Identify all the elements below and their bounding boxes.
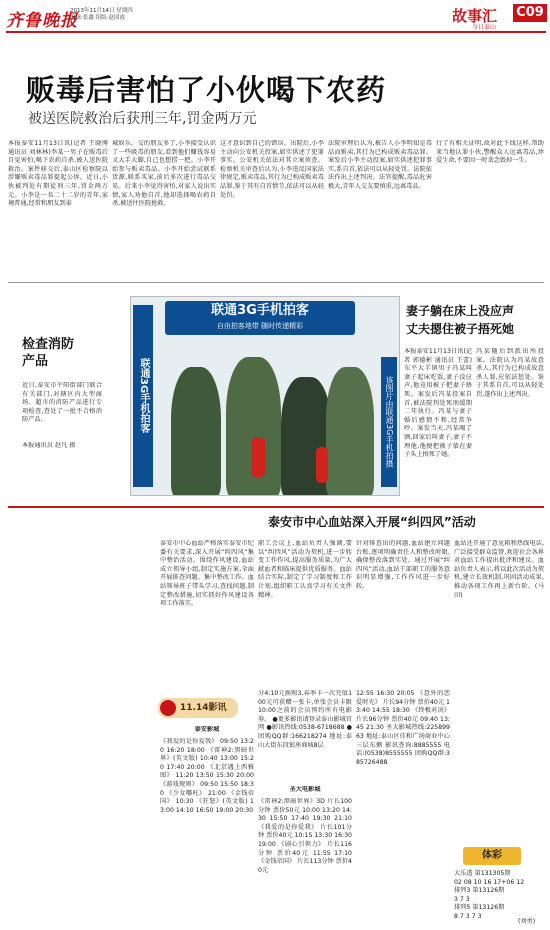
lottery-numbers: 02 08 10 16 17+06 12 [454, 878, 525, 886]
story2-headline-2: 丈夫摁住被子捂死她 [406, 322, 515, 336]
sports-lottery-badge: 体彩 [463, 847, 521, 865]
cinema-listings: 12:55 16:30 20:05 《意外的恋爱时光》 片长94分钟 票价40元 13:40 14:55 18:30 《终极对决》 片长96分钟 票价40元 09:40 13:45 21:30 圣大影城热线:22589963 地址:泰山区佳和广场商业中心三层东侧 影讯查询:8885555 电话:(0538)8555555 团购QQ群:385726488 [356, 690, 450, 766]
story3-col2: 职工会议上,血站负责人强调,要以“纠四风”活动为契机,进一步转变工作作风,提高服务质量,为广大献血者和临床提供优质服务。血站结合实际,制定了学习制度和工作计划,组织职工认真学习有关文件精神。 [258, 540, 352, 599]
cinema-name: 泰安影城 [194, 726, 220, 733]
newspaper-logo: 齐鲁晚报 [6, 11, 78, 31]
main-subheadline: 被送医院救治后获刑三年,罚金两万元 [28, 111, 257, 127]
cinema-listings: 《我爱的是你爱我》 09:50 13:20 16:20 18:00 《雷神2:黑暗世界》(英文版) 10:40 13:00 15:20 17:40 20:00 《北京遇上西雅图》 11:20 13:50 15:30 20:00 《游戏规则》 09:50 15:50 18:30 《少女哪吒》 21:00 《金钱帝国》 10:30 《狂怒》(英文版) 13:00 14:10 16:50 19:00 20:30 [160, 738, 254, 814]
edition-name: 今日泰山 [472, 24, 497, 31]
ad-banner-sub: 自由拍客地带 随时传递精彩 [216, 322, 304, 330]
cinema-listings: 《雷神2:黑暗世界》3D 片长100分钟 票价50元 10:00 13:20 14:30 15:50 17:40 19:30 21:10 《我爱的是你爱我》 片长101分钟 票价40元 10:15 13:30 16:30 19:00 《剧心引领力》 片长116分钟 票价40元 11:55 17:10 《金钱帝国》 片长113分钟 票价40元 [258, 798, 352, 874]
lottery-name: 排列3 第13126期 [454, 887, 505, 895]
page-number: C09 [513, 4, 547, 22]
main-story-col2: 城娱乐。交的朋友多了,小李接受认识了一些吸毒的朋友,看到他们赚钱容易又大手大脚,自己也想捞一把。小李开始参与贩卖毒品。小李开始尝试联系货源,联系买家,前后多次进行毒品交易。后来小李觉得害怕,对家人说出实情,家人劝他自首,他却选择喝农药自杀,被送往医院抢救。 [112, 140, 216, 208]
story3-col4: 血站还开通了意见箱和热线电话,广泛接受群众监督,欢迎社会各界对血站工作提出批评和建议。血站负责人表示,将以此次活动为契机,建立长效机制,巩固活动成果,推动各项工作再上新台阶。(马田) [454, 540, 544, 599]
side-brief-title: 检查消防产品 [22, 337, 75, 369]
lottery-name: 大乐透 第131305期 [454, 870, 511, 877]
date-line: 2013年11月14日 星期四 [70, 8, 133, 14]
story2-col2: 冯某随后到派出所投案。法院认为冯某故意杀人,其行为已构成故意杀人罪,应依法惩处。鉴于其系自首,可以从轻处罚,遂作出上述判决。 [476, 348, 544, 398]
movie-listings-title: 11.14影讯 [180, 703, 227, 713]
story2-headline-1: 妻子躺在床上没应声 [406, 304, 515, 318]
story3-col1: 泰安市中心血站严格落实泰安市纪委有关要求,深入开展“纠四风”集中整治活动。围绕作风建设,血站成立领导小组,制定实施方案,全面开展排查问题、集中整改工作。血站领导班子带头学习,查找问题,制定整改措施,切实抓好作风建设各项工作落实。 [160, 540, 254, 608]
story2-col1: 本报泰安11月13日讯(记者 郭德彬 通讯员 王蕾)东平大羊镇男子冯某叫妻子起床吃饭,妻子没应声,他竟用被子把妻子捂死。案发后冯某投案自首,被法院判处死刑缓期二年执行。冯某与妻子婚后感情不和,经常争吵。案发当天,冯某喝了酒,回家后叫妻子,妻子不理他,他便把被子蒙在妻子头上捂死了她。 [404, 348, 472, 459]
lottery-results [454, 870, 546, 922]
officer-figure [326, 367, 374, 496]
story3-headline: 泰安市中心血站深入开展“纠四风”活动 [268, 515, 476, 529]
side-brief-credit: 本报通讯员 赵凡 摄 [22, 442, 76, 449]
ad-banner [165, 301, 355, 335]
ad-photo [130, 296, 400, 496]
lottery-numbers: 8 7 3 7 3 [454, 912, 482, 920]
ad-photo-credit: 该图片由联通3G手机拍摄 [381, 357, 397, 487]
section-divider [8, 282, 544, 283]
film-reel-icon [160, 700, 176, 716]
issue-date [70, 8, 133, 22]
main-story-col4: 法院审理后认为,被告人小李明知是毒品而贩卖,其行为已构成贩卖毒品罪。案发后小李主动投案,如实供述犯罪事实,系自首,依法可以从轻处罚。法院依法作出上述判决。法官提醒,毒品危害极大,青年人交友要慎重,远离毒品。 [328, 140, 432, 190]
editor-line: 编辑:张鑫 组版:赵国霞 [70, 15, 125, 21]
officer-figure [171, 367, 221, 496]
cinema-promo: 分4:10元换购3,春季卡一次充值100元可获赠一张卡,单张会员卡限10:00之前的会员预约所有电影券。 ●更多影讯请登录泰山影城官网 ●影讯热线:0538-6718688 ●团购QQ群:166218274 地址:泰山大街东段银座商城8层 [258, 690, 352, 749]
ad-banner-title: 联通3G手机拍客 [211, 303, 309, 318]
header-rule [6, 31, 546, 33]
side-brief-text: 近日,泰安市平阳街部门联合有关部门,对辖区内大型商场、超市的消防产品进行专项检查,查处了一批不合格消防产品。 [22, 382, 102, 424]
story3-col3: 针对排查出的问题,血站建立问题台账,逐项明确责任人和整改时限,确保整改落到实处。通过开展“纠四风”活动,血站干部职工的服务意识明显增强,工作作风进一步好转。 [356, 540, 450, 590]
side-brief [22, 336, 126, 460]
story3-rule [8, 506, 544, 508]
fire-extinguisher-icon [251, 437, 265, 477]
cinema-name: 圣大电影城 [289, 786, 321, 793]
main-story-col3: 这才意识到自己的错误。出院后,小李主动向公安机关投案,如实供述了犯罪事实。公安机关依法对其立案侦查。检察机关审查后认为,小李违反国家法律规定,贩卖毒品,其行为已构成贩卖毒品罪,鉴于其有自首情节,依法可以从轻处罚。 [220, 140, 324, 199]
fire-extinguisher-icon [316, 447, 328, 483]
lottery-credit: (刘勇) [518, 918, 536, 925]
main-story-col1: 本报泰安11月13日讯(记者 王晓博 通讯员 刘林林)李某一男子在贩毒后自觉害怕,喝下农药自杀,被人送医院救治。案件移交后,泰山区检察院以涉嫌贩卖毒品罪提起公诉。近日,小伙被判处有期徒刑三年,罚金两万元。小李是一名二十二岁的青年,家境普通,经常和朋友到泰 [8, 140, 108, 208]
ad-vertical-label: 联通3G手机拍客 [133, 305, 153, 487]
main-story-col5: 行了有相关证明,故对此下线这样,帮助来当地认罪小伙,警醒众人远离毒品,珍爱生命,不要因一时贪念毁掉一生。 [436, 140, 544, 165]
lottery-numbers: 3 7 3 [454, 895, 470, 903]
lottery-name: 排列5 第13126期 [454, 904, 505, 912]
main-headline: 贩毒后害怕了小伙喝下农药 [26, 73, 387, 107]
section-title: 故事汇 [452, 7, 498, 25]
